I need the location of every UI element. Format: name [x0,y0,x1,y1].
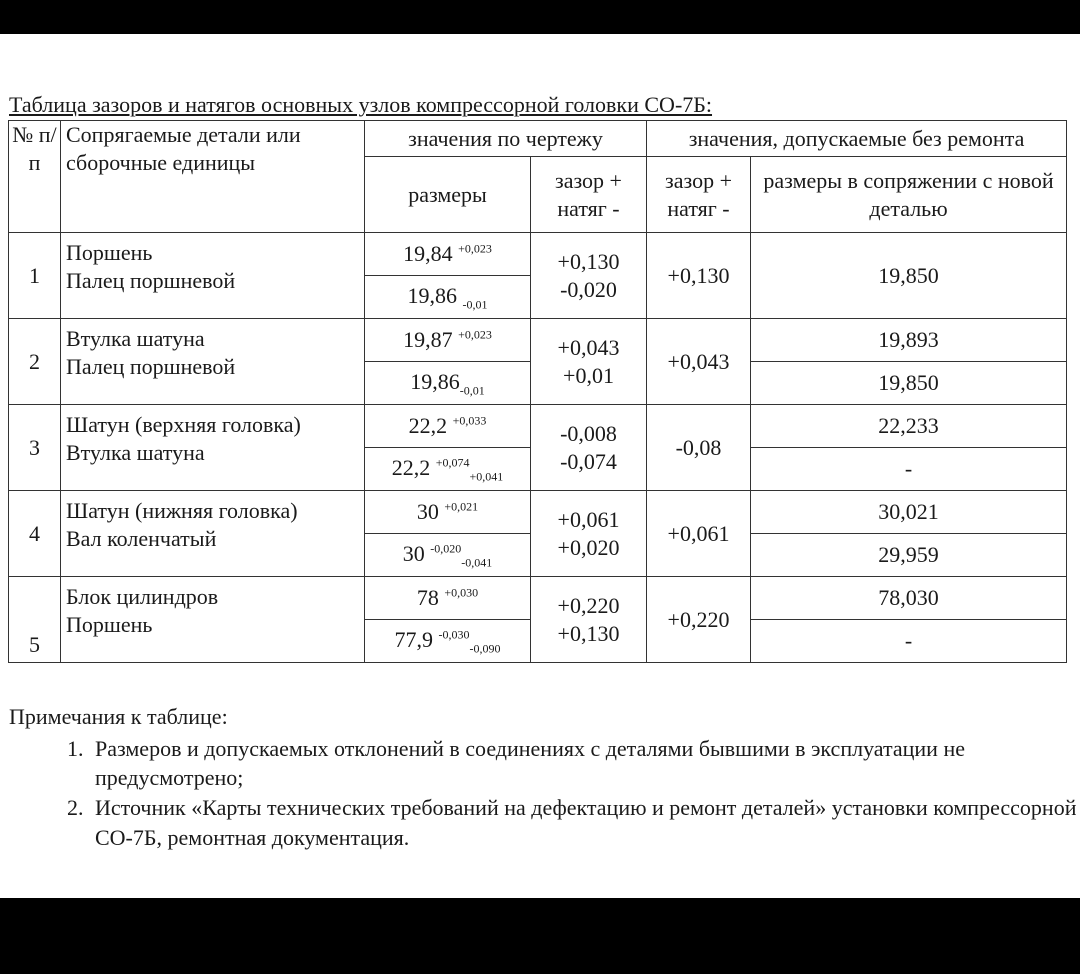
size-a: 19,84 $^{+0,023}$ [365,233,531,276]
gap-allowed: +0,061 [647,491,751,577]
header-mating: размеры в сопряжении с новой деталью [751,157,1067,233]
mating-size-b: - [751,448,1067,491]
size-b: 77,9 $^{-0,030}_{-0,090}$ [365,620,531,663]
gap-drawing: +0,043 +0,01 [531,319,647,405]
header-gap-drawing-b: натяг - [557,195,620,221]
row-parts: Блок цилиндров Поршень [61,577,365,663]
note-item: 1. Размеров и допускаемых отклонений в соединениях с деталями бывшими в эксплуатации не предусмотрено; [89,734,1080,793]
table-row [9,233,1067,276]
row-num: 1 [9,233,61,319]
gap-drawing: +0,130 -0,020 [531,233,647,319]
part-a: Поршень [66,240,153,265]
size-a: 19,87 $^{+0,023}$ [365,319,531,362]
header-gap-allowed-a: зазор + [665,168,732,193]
table-row [9,405,1067,448]
size-a: 30 $^{+0,021}$ [365,491,531,534]
mating-size-a: 22,233 [751,405,1067,448]
gap-allowed: +0,220 [647,577,751,663]
size-a: 22,2 $^{+0,033}$ [365,405,531,448]
notes-title: Примечания к таблице: [9,704,228,729]
table-row [9,577,1067,620]
gap-allowed: +0,130 [647,233,751,319]
row-parts: Втулка шатуна Палец поршневой [61,319,365,405]
gap-drawing: -0,008 -0,074 [531,405,647,491]
header-num: № п/п [9,121,61,233]
header-gap-allowed [647,157,751,233]
size-b: 22,2 $^{+0,074}_{+0,041}$ [365,448,531,491]
gap-allowed: -0,08 [647,405,751,491]
mating-size-a: 78,030 [751,577,1067,620]
clearance-table [8,120,1067,663]
header-row-1 [9,121,1067,157]
gap-allowed: +0,043 [647,319,751,405]
notes-list [9,734,1080,853]
table-row [9,491,1067,534]
table-caption: Таблица зазоров и натягов основных узлов компрессорной головки СО-7Б: [9,92,713,117]
mating-size-b: 29,959 [751,534,1067,577]
row-num: 2 [9,319,61,405]
size-a: 78 $^{+0,030}$ [365,577,531,620]
size-b: 30 $^{-0,020}_{-0,041}$ [365,534,531,577]
header-sizes: размеры [365,157,531,233]
size-b: 19,86 $_{-0,01}$ [365,276,531,319]
note-item: 2. Источник «Карты технических требований на дефектацию и ремонт деталей» установки компрессорной СО-7Б, ремонтная документация. [89,793,1080,852]
mating-size-b: - [751,620,1067,663]
header-gap-allowed-b: натяг - [667,195,730,221]
document-page [0,34,1080,898]
table-row [9,319,1067,362]
size-b: $19,86_{-0,01}$ [365,362,531,405]
gap-drawing: +0,220 +0,130 [531,577,647,663]
row-num: 3 [9,405,61,491]
row-parts [61,233,365,319]
header-gap-drawing [531,157,647,233]
row-num: 4 [9,491,61,577]
notes-section [9,702,1080,852]
row-parts: Шатун (нижняя головка) Вал коленчатый [61,491,365,577]
row-parts: Шатун (верхняя головка) Втулка шатуна [61,405,365,491]
mating-size: 19,850 [751,233,1067,319]
mating-size-a: 19,893 [751,319,1067,362]
header-allowed: значения, допускаемые без ремонта [647,121,1067,157]
row-num: 5 [9,577,61,663]
mating-size-a: 30,021 [751,491,1067,534]
header-gap-drawing-a: зазор + [555,168,622,193]
gap-drawing: +0,061 +0,020 [531,491,647,577]
part-b: Палец поршневой [66,267,236,293]
mating-size-b: 19,850 [751,362,1067,405]
header-parts: Сопрягаемые детали или сборочные единицы [61,121,365,233]
header-drawing: значения по чертежу [365,121,647,157]
